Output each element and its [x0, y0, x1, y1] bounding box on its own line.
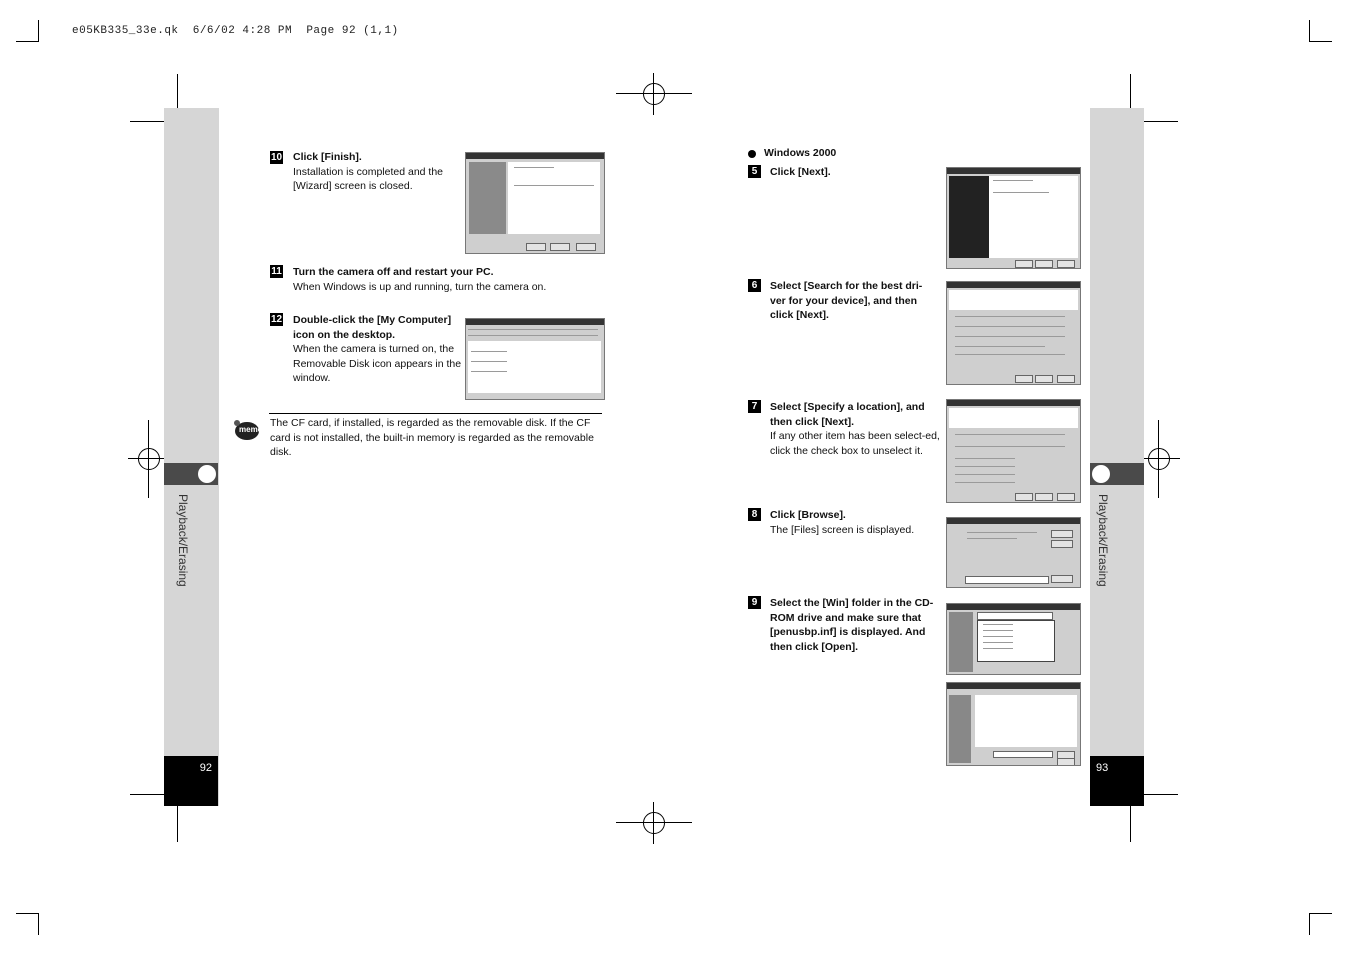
trim-mark [177, 806, 178, 842]
section-label: Playback/Erasing [1096, 494, 1110, 587]
step-number: 12 [270, 314, 283, 325]
step-5 [770, 165, 940, 180]
step-6 [770, 279, 938, 323]
step-number: 5 [748, 165, 761, 178]
memo-icon [232, 418, 263, 440]
step-body: The [Files] screen is displayed. [770, 523, 915, 536]
step-number: 10 [270, 152, 283, 163]
step-7 [770, 400, 942, 458]
step-body: If any other item has been select-ed, click the check box to unselect it. [770, 430, 940, 457]
my-computer-screenshot [465, 318, 605, 400]
section-label: Playback/Erasing [176, 494, 190, 587]
step-body: Installation is completed and the [Wizard] screen is closed. [293, 165, 444, 192]
trim-mark [130, 794, 168, 795]
right-sidebar [1090, 108, 1144, 806]
step-10 [293, 150, 461, 194]
crop-mark [16, 41, 38, 42]
crop-mark [1310, 41, 1332, 42]
trim-mark [1140, 121, 1178, 122]
page-number: 93 [1090, 756, 1144, 806]
step-title: Click [Finish]. [293, 151, 362, 163]
locate-file-dropdown-screenshot [946, 603, 1081, 675]
trim-mark [1130, 74, 1131, 110]
step-number: 11 [271, 266, 282, 277]
crop-mark [38, 913, 39, 935]
locate-driver-screenshot [946, 399, 1081, 503]
step-12 [293, 313, 465, 386]
crop-mark [38, 20, 39, 42]
step-11 [293, 265, 603, 294]
step-title: Select [Search for the best dri-ver for your device], and then click [Next]. [770, 280, 923, 321]
crop-mark [16, 913, 38, 914]
step-number: 8 [748, 508, 761, 521]
step-title: Select [Specify a location], and then click [Next]. [770, 401, 925, 428]
step-number: 6 [748, 279, 761, 292]
step-8 [770, 508, 940, 537]
section-heading: Windows 2000 [764, 147, 837, 159]
step-number: 7 [748, 400, 761, 413]
page-number: 92 [164, 756, 218, 806]
step-body: When the camera is turned on, the Removable Disk icon appears in the window. [293, 343, 462, 384]
locate-file-open-screenshot [946, 682, 1081, 766]
print-slug: e05KB335_33e.qk 6/6/02 4:28 PM Page 92 (1,1) [72, 25, 399, 37]
crop-mark [1310, 913, 1332, 914]
trim-mark [1130, 806, 1131, 842]
step-title: Click [Browse]. [770, 509, 846, 521]
insert-disk-dialog-screenshot [946, 517, 1081, 588]
step-title: Double-click the [My Computer] icon on the desktop. [293, 314, 452, 341]
step-title: Turn the camera off and restart your PC. [293, 266, 494, 278]
step-title: Select the [Win] folder in the CD-ROM drive and make sure that [penusbp.inf] is displayed. And then click [Open]. [770, 597, 934, 653]
crop-mark [1309, 20, 1310, 42]
install-driver-screenshot [946, 281, 1081, 385]
step-body: When Windows is up and running, turn the camera on. [293, 280, 547, 293]
bullet-icon [748, 150, 756, 158]
wizard-finish-screenshot [465, 152, 605, 254]
step-9 [770, 596, 942, 654]
trim-mark [130, 121, 168, 122]
memo-rule [269, 413, 602, 414]
trim-mark [1140, 794, 1178, 795]
crop-mark [1309, 913, 1310, 935]
trim-mark [177, 74, 178, 110]
left-sidebar [164, 108, 219, 806]
found-hardware-wizard-screenshot [946, 167, 1081, 269]
step-title: Click [Next]. [770, 166, 831, 178]
memo-icon-label: memo [239, 425, 263, 434]
step-number: 9 [748, 596, 761, 609]
memo-text: The CF card, if installed, is regarded as the removable disk. If the CF card is not installed, the built-in memory is regarded as the removable disk. [270, 417, 594, 458]
